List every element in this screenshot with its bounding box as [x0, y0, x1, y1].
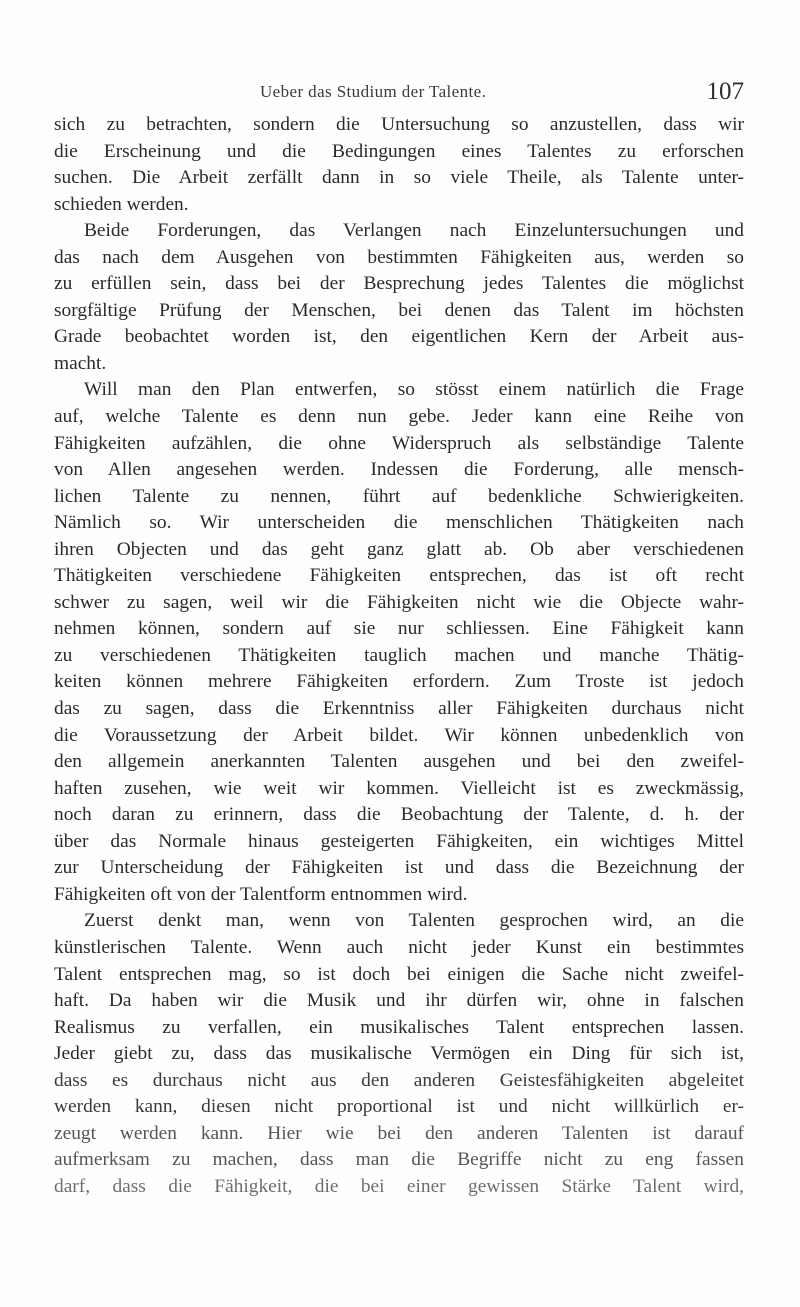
running-head: Ueber das Studium der Talente.: [260, 82, 487, 101]
text-line: zur Unterscheidung der Fähigkeiten ist und dass die Bezeichnung der: [54, 857, 744, 879]
text-line: Jeder giebt zu, dass das musikalische Vermögen ein Ding für sich ist,: [54, 1043, 744, 1065]
text-line: schwer zu sagen, weil wir die Fähigkeiten nicht wie die Objecte wahr-: [54, 591, 744, 613]
page-number: 107: [706, 78, 744, 105]
text-line: sich zu betrachten, sondern die Untersuchung so anzustellen, dass wir: [54, 114, 744, 135]
text-line: zu erfüllen sein, dass bei der Besprechung jedes Talentes die möglichst: [54, 273, 744, 295]
text-line: zeugt werden kann. Hier wie bei den anderen Talenten ist darauf: [54, 1122, 744, 1144]
text-line: schieden werden.: [54, 193, 189, 215]
text-line: lichen Talente zu nennen, führt auf bedenkliche Schwierigkeiten.: [54, 485, 744, 507]
text-line: haft. Da haben wir die Musik und ihr dürfen wir, ohne in falschen: [54, 990, 744, 1012]
text-line: dass es durchaus nicht aus den anderen Geistesfähigkeiten abgeleitet: [54, 1069, 744, 1091]
text-line: von Allen angesehen werden. Indessen die Forderung, alle mensch-: [54, 459, 744, 481]
text-line: den allgemein anerkannten Talenten ausgehen und bei den zweifel-: [54, 751, 744, 773]
text-line: noch daran zu erinnern, dass die Beobachtung der Talente, d. h. der: [54, 804, 744, 826]
text-line: auf, welche Talente es denn nun gebe. Jeder kann eine Reihe von: [54, 406, 744, 428]
page-header: [54, 78, 744, 108]
text-line: das zu sagen, dass die Erkenntniss aller Fähigkeiten durchaus nicht: [54, 698, 744, 720]
text-line: Beide Forderungen, das Verlangen nach Einzeluntersuchungen und: [84, 220, 744, 242]
text-line: nehmen können, sondern auf sie nur schliessen. Eine Fähigkeit kann: [54, 618, 744, 640]
text-line: Realismus zu verfallen, ein musikalisches Talent entsprechen lassen.: [54, 1016, 744, 1038]
body-text: [54, 112, 744, 1200]
text-line: darf, dass die Fähigkeit, die bei einer gewissen Stärke Talent wird,: [54, 1175, 744, 1197]
text-line: künstlerischen Talente. Wenn auch nicht jeder Kunst ein bestimmtes: [54, 936, 744, 958]
text-line: suchen. Die Arbeit zerfällt dann in so viele Theile, als Talente unter-: [54, 167, 744, 189]
text-line: keiten können mehrere Fähigkeiten erfordern. Zum Troste ist jedoch: [54, 671, 744, 693]
text-line: Talent entsprechen mag, so ist doch bei einigen die Sache nicht zweifel-: [54, 963, 744, 985]
text-line: Fähigkeiten aufzählen, die ohne Widerspruch als selbständige Talente: [54, 432, 744, 454]
text-line: aufmerksam zu machen, dass man die Begriffe nicht zu eng fassen: [54, 1149, 744, 1171]
text-line: über das Normale hinaus gesteigerten Fähigkeiten, ein wichtiges Mittel: [54, 830, 744, 852]
text-line: Thätigkeiten verschiedene Fähigkeiten entsprechen, das ist oft recht: [54, 565, 744, 587]
text-line: Fähigkeiten oft von der Talentform entnommen wird.: [54, 883, 468, 905]
text-line: Will man den Plan entwerfen, so stösst einem natürlich die Frage: [84, 379, 744, 401]
text-line: zu verschiedenen Thätigkeiten tauglich machen und manche Thätig-: [54, 644, 744, 666]
text-line: das nach dem Ausgehen von bestimmten Fähigkeiten aus, werden so: [54, 246, 744, 268]
text-line: haften zusehen, wie weit wir kommen. Vielleicht ist es zweckmässig,: [54, 777, 744, 799]
text-line: Grade beobachtet worden ist, den eigentlichen Kern der Arbeit aus-: [54, 326, 744, 348]
text-line: Zuerst denkt man, wenn von Talenten gesprochen wird, an die: [84, 910, 744, 932]
text-line: macht.: [54, 352, 107, 374]
text-line: sorgfältige Prüfung der Menschen, bei denen das Talent im höchsten: [54, 299, 744, 321]
text-line: Nämlich so. Wir unterscheiden die menschlichen Thätigkeiten nach: [54, 512, 744, 534]
text-line: ihren Objecten und das geht ganz glatt ab. Ob aber verschiedenen: [54, 538, 744, 560]
text-line: werden kann, diesen nicht proportional ist und nicht willkürlich er-: [54, 1096, 744, 1118]
text-line: die Voraussetzung der Arbeit bildet. Wir können unbedenklich von: [54, 724, 744, 746]
text-line: die Erscheinung und die Bedingungen eines Talentes zu erforschen: [54, 140, 744, 162]
